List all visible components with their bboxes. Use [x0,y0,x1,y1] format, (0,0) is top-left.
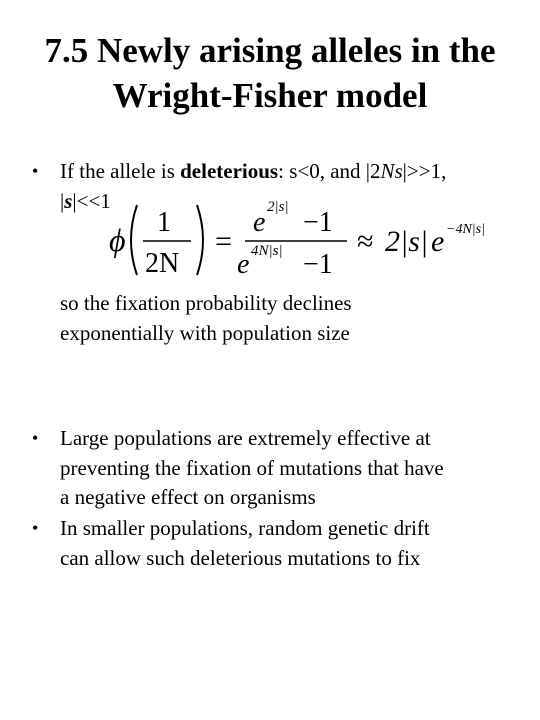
bullet-marker-1: • [32,161,39,181]
bullet-2-line-2: preventing the fixation of mutations that have [60,456,444,480]
bullet-3-line-1: In smaller populations, random genetic drift [60,516,430,540]
continuation-line-2: exponentially with population size [60,321,350,345]
bullet-1-abs-close: |<<1 [72,189,111,213]
bullet-marker-3: • [32,518,39,538]
num-exponent: 2|s| [267,199,289,215]
equals-sign: = [215,225,232,258]
bullet-1-line-1 [60,156,446,186]
rhs-exponent: −4N|s| [446,222,485,237]
num-e: e [253,207,266,238]
rhs-e: e [431,225,445,258]
den-exponent: 4N|s| [251,243,283,259]
right-paren [197,205,203,275]
continuation-line-1: so the fixation probability declines [60,291,352,315]
den-minus-one: −1 [303,249,333,280]
slide-title [0,28,540,118]
bullet-1-text-end: |>>1, [402,159,447,183]
bullet-1-abs-open: | [60,189,65,213]
bullet-1-s: s [64,189,73,213]
den-e: e [237,249,250,280]
bullet-marker-2: • [32,428,39,448]
bullet-2-line-3: a negative effect on organisms [60,485,316,509]
bullet-1-text-mid: : s<0, and |2 [278,159,381,183]
left-paren [131,205,137,275]
rhs-coefficient: 2|s| [385,225,429,258]
title-line-2: Wright-Fisher model [112,76,428,115]
bullet-3-line-2: can allow such deleterious mutations to fix [60,546,421,570]
bullet-1-text-pre: If the allele is [60,159,181,183]
title-line-1: 7.5 Newly arising alleles in the [44,31,496,70]
num-minus-one: −1 [303,207,333,238]
bullet-2-line-1: Large populations are extremely effective at [60,426,431,450]
bullet-1-bold-term: deleterious [180,159,279,183]
phi-symbol: ϕ [109,222,126,258]
bullet-1-ns: Ns [380,159,403,183]
fixation-probability-formula [105,195,485,285]
approx-sign: ≈ [357,225,374,258]
frac-numerator: 1 [157,207,171,238]
bullet-1-line-2 [60,186,111,216]
frac-denominator: 2N [145,248,180,279]
